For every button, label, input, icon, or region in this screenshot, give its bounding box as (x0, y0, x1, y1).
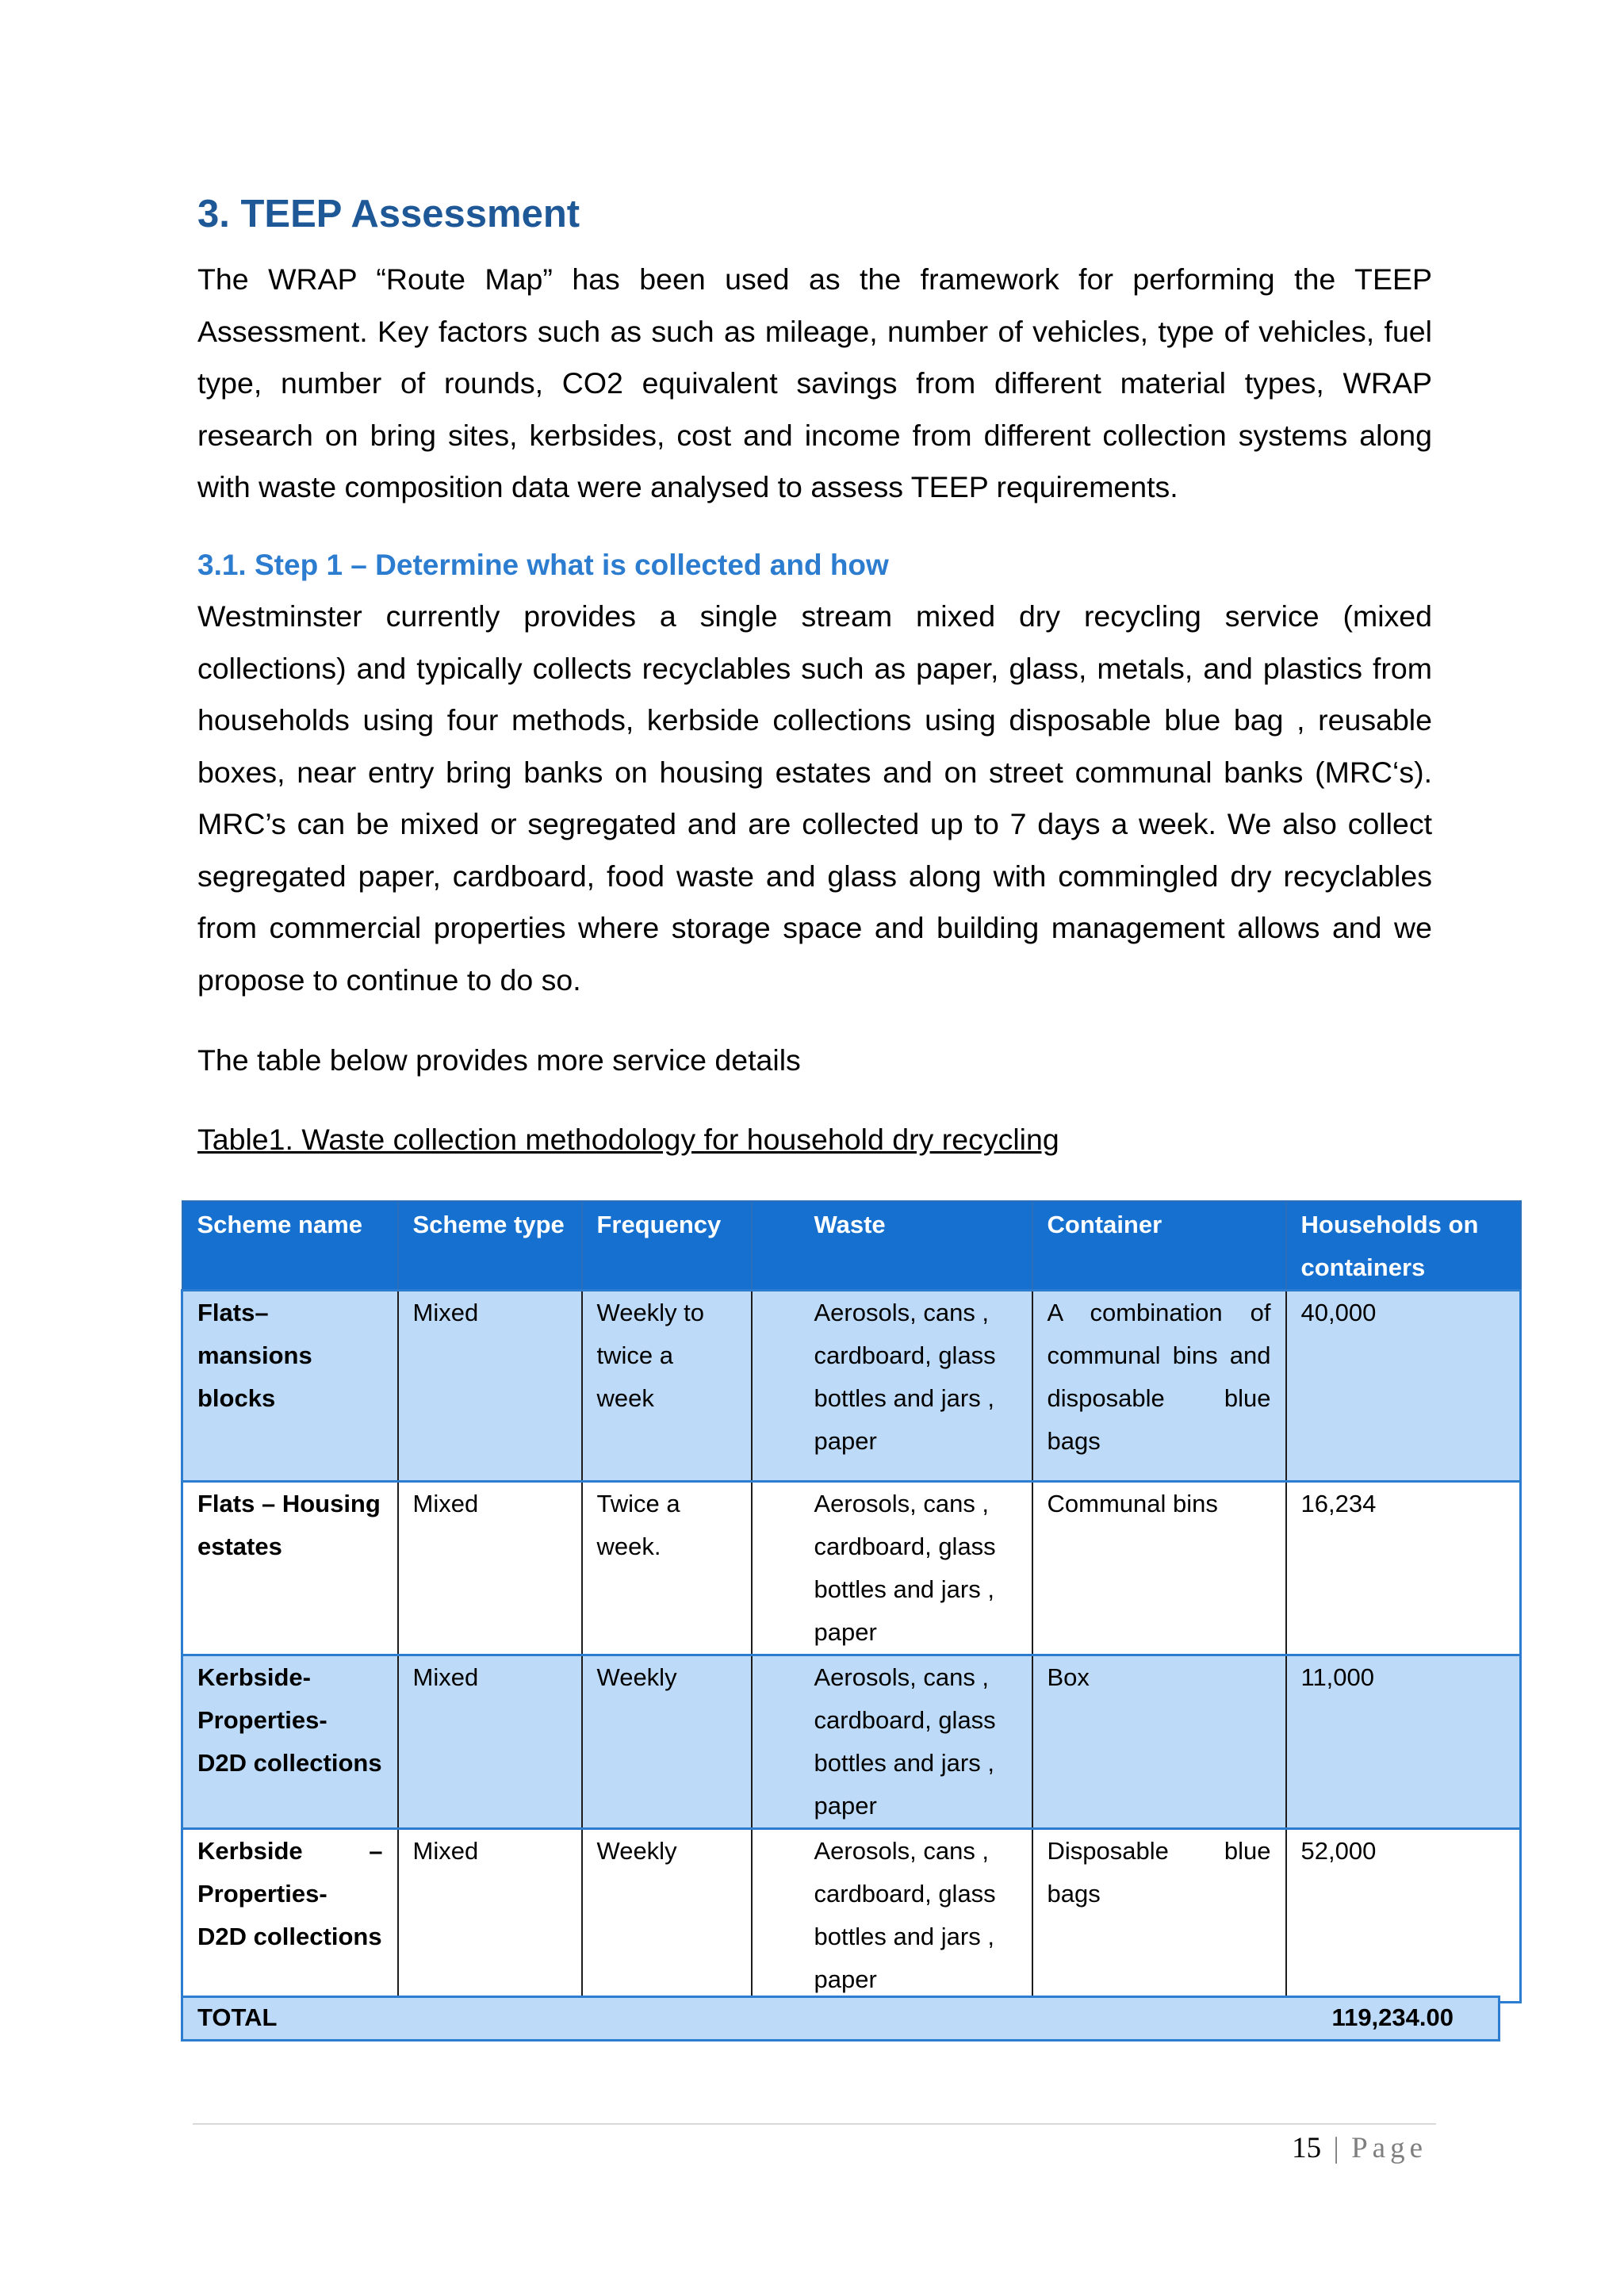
cell-scheme-type: Mixed (398, 1482, 582, 1655)
header-households: Households on containers (1286, 1201, 1521, 1291)
table-caption: Table1. Waste collection methodology for household dry recycling (197, 1123, 1059, 1156)
cell-waste: Aerosols, cans , cardboard, glass bottles and jars , paper (752, 1482, 1032, 1655)
cell-frequency: Twice a week. (582, 1482, 752, 1655)
cell-households: 52,000 (1286, 1829, 1521, 2003)
header-waste: Waste (752, 1201, 1032, 1291)
table-row (182, 1829, 1521, 2003)
cell-waste: Aerosols, cans , cardboard, glass bottles and jars , paper (752, 1829, 1032, 2003)
cell-scheme-name: Flats– mansions blocks (182, 1291, 398, 1482)
cell-frequency: Weekly to twice a week (582, 1291, 752, 1482)
header-frequency: Frequency (582, 1201, 752, 1291)
page-footer (1292, 2129, 1427, 2168)
table-header-row (182, 1201, 1521, 1291)
footer-divider (193, 2123, 1436, 2125)
total-label: TOTAL (197, 2003, 278, 2031)
cell-frequency: Weekly (582, 1829, 752, 2003)
subsection-paragraph: Westminster currently provides a single stream mixed dry recycling service (mixed collections) and typically collects recyclables such as paper, glass, metals, and plastics from households using four methods, kerbside collections using disposable blue bag , reusable boxes, near entry bring banks on housing estates and on street communal banks (MRC‘s). MRC’s can be mixed or segregated and are collected up to 7 days a week. We also collect segregated paper, cardboard, food waste and glass along with commingled dry recyclables from commercial properties where storage space and building management allows and we propose to continue to do so. (197, 599, 1432, 997)
table-row (182, 1655, 1521, 1829)
subsection-title: 3.1. Step 1 – Determine what is collected and how (197, 549, 889, 581)
cell-waste: Aerosols, cans , cardboard, glass bottles and jars , paper (752, 1291, 1032, 1482)
cell-container: A combination of communal bins and disposable blue bags (1032, 1291, 1286, 1482)
header-scheme-name: Scheme name (182, 1201, 398, 1291)
cell-scheme-type: Mixed (398, 1829, 582, 2003)
service-table (181, 1200, 1522, 2003)
cell-scheme-type: Mixed (398, 1291, 582, 1482)
cell-waste: Aerosols, cans , cardboard, glass bottles and jars , paper (752, 1655, 1032, 1829)
table-intro: The table below provides more service details (197, 1043, 801, 1077)
cell-scheme-type: Mixed (398, 1655, 582, 1829)
section-paragraph: The WRAP “Route Map” has been used as the framework for performing the TEEP Assessment. Key factors such as such as mileage, number of vehicles, type of vehicles, fuel type, number of rounds, CO2 equivalent savings from different material types, WRAP research on bring sites, kerbsides, cost and income from different collection systems along with waste composition data were analysed to assess TEEP requirements. (197, 262, 1432, 503)
header-container: Container (1032, 1201, 1286, 1291)
cell-container: Box (1032, 1655, 1286, 1829)
cell-households: 11,000 (1286, 1655, 1521, 1829)
cell-frequency: Weekly (582, 1655, 752, 1829)
footer-separator: | (1333, 2132, 1339, 2164)
cell-container: Disposable blue bags (1032, 1829, 1286, 2003)
cell-scheme-name: Kerbside – Properties- D2D collections (182, 1829, 398, 2003)
cell-households: 16,234 (1286, 1482, 1521, 1655)
table-total-row (181, 1996, 1500, 2042)
total-value: 119,234.00 (1331, 2003, 1454, 2031)
table-row (182, 1482, 1521, 1655)
table-row (182, 1291, 1521, 1482)
header-scheme-type: Scheme type (398, 1201, 582, 1291)
cell-container: Communal bins (1032, 1482, 1286, 1655)
cell-scheme-name: Flats – Housing estates (182, 1482, 398, 1655)
cell-households: 40,000 (1286, 1291, 1521, 1482)
section-title: 3. TEEP Assessment (197, 193, 580, 235)
page-label: Page (1351, 2132, 1427, 2164)
page-number: 15 (1292, 2132, 1322, 2164)
cell-scheme-name: Kerbside- Properties- D2D collections (182, 1655, 398, 1829)
